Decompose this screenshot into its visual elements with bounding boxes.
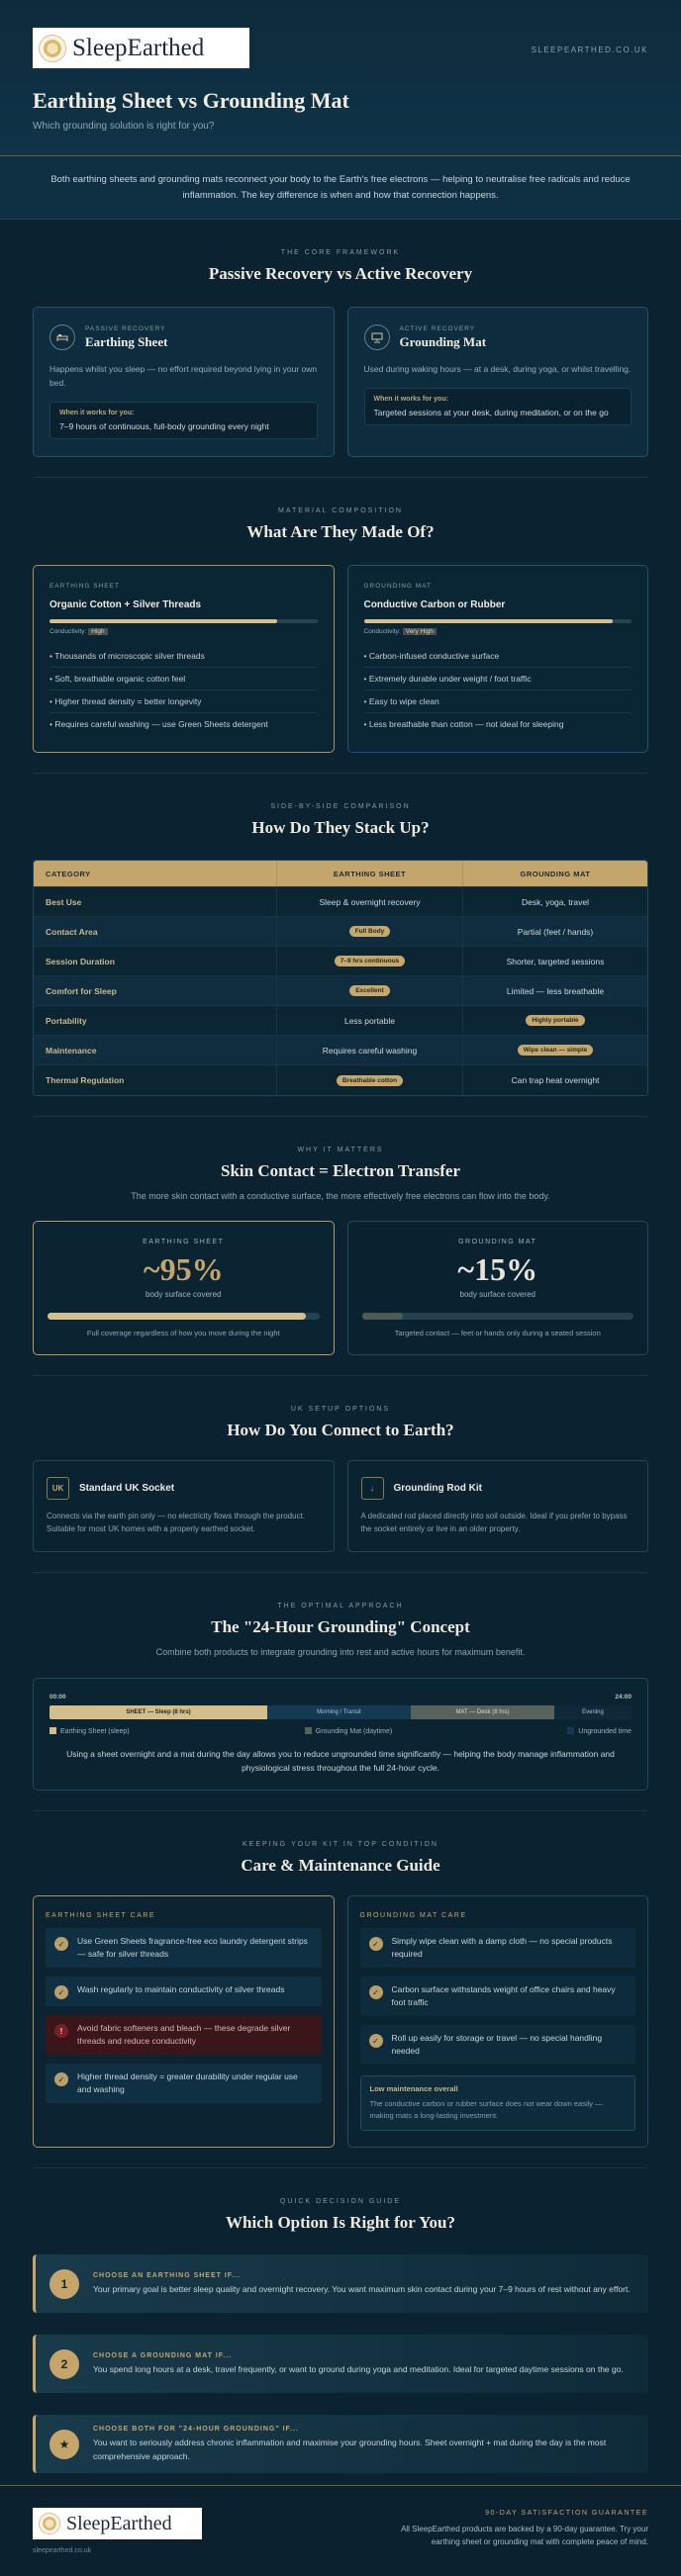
grounding-rod-desc: A dedicated rod placed directly into soil outside. Ideal if you prefer to bypass the socket entirely or live in an older property. [360, 1512, 628, 1533]
table-row [34, 1036, 647, 1065]
sheet-coverage-unit: body surface covered [146, 1290, 222, 1299]
guarantee-text: All SleepEarthed products are backed by a 90-day guarantee. Try your earthing sheet or grounding mat with complete peace of mind. [401, 2525, 648, 2546]
mat-conductivity-value: Very High [403, 628, 437, 635]
brand-name: SleepEarthed [72, 34, 205, 61]
sheet-conductivity-fill [49, 619, 277, 623]
table-cell-text: Sleep & overnight recovery [319, 896, 421, 907]
skin-contact-section [0, 1117, 681, 1376]
care-section [0, 1811, 681, 2168]
care-item [46, 2015, 322, 2055]
header [0, 0, 681, 156]
mat-care-label: GROUNDING MAT CARE [359, 1912, 467, 1919]
active-when-value: Targeted sessions at your desk, during meditation, or on the go [373, 408, 609, 417]
table-row [34, 917, 647, 947]
mat-conductivity-fill [364, 619, 614, 623]
sheet-coverage-label: EARTHING SHEET [143, 1239, 225, 1245]
materials-eyebrow: MATERIAL COMPOSITION [278, 507, 403, 514]
mat-coverage-value: ~15% [457, 1251, 538, 1287]
page-title: Earthing Sheet vs Grounding Mat [33, 88, 349, 113]
table-cell-mat [462, 1065, 647, 1095]
sheet-coverage-value: ~95% [143, 1251, 224, 1287]
care-title: Care & Maintenance Guide [241, 1856, 440, 1875]
table-cell-category: Session Duration [46, 956, 115, 966]
comparison-eyebrow: SIDE-BY-SIDE COMPARISON [270, 803, 411, 810]
table-cell-sheet [276, 1065, 462, 1095]
passive-label: PASSIVE RECOVERY [85, 324, 166, 332]
sheet-coverage-note: Full coverage regardless of how you move during the night [86, 1329, 280, 1337]
mat-care-note-label: Low maintenance overall [369, 2084, 458, 2093]
decision-text: You want to seriously address chronic inflammation and maximise your grounding hours. Sheet overnight + mat during the day is the most comprehensive approach. [93, 2437, 607, 2461]
approach-section [0, 1573, 681, 1811]
check-icon: ✓ [54, 2072, 68, 2086]
legend-label: Ungrounded time [578, 1728, 632, 1735]
active-desc: Used during waking hours — at a desk, during yoga, or whilst travelling. [363, 364, 632, 374]
comparison-section [0, 774, 681, 1117]
intro-text: Both earthing sheets and grounding mats reconnect your body to the Earth's free electrons — helping to neutralise free radicals and reduce inflammation. The key difference is when and how that connection happens. [0, 156, 681, 220]
uk-socket-title: Standard UK Socket [79, 1483, 175, 1494]
setup-section [0, 1376, 681, 1573]
timeline-segment-morning: Morning / Transit [267, 1705, 411, 1719]
decision-title: Which Option Is Right for You? [226, 2213, 455, 2232]
timeline-bar [49, 1705, 632, 1719]
decision-eyebrow: QUICK DECISION GUIDE [279, 2198, 402, 2205]
legend-item-sheet [49, 1727, 130, 1735]
timeline-desc: Using a sheet overnight and a mat during the day allows you to reduce ungrounded time significantly — helping the body manage inflammation and physiological stress throughout the full 24-hour cycle. [66, 1749, 615, 1773]
legend-label: Earthing Sheet (sleep) [60, 1728, 130, 1735]
sheet-coverage-fill [48, 1313, 306, 1320]
sheet-conductivity-value: High [88, 628, 107, 635]
table-cell-text: Partial (feet / hands) [517, 926, 594, 937]
care-item [360, 1928, 636, 1968]
mat-coverage-card [347, 1221, 649, 1355]
decision-item [33, 2415, 648, 2473]
passive-desc: Happens whilst you sleep — no effort required beyond lying in your own bed. [49, 364, 318, 388]
guarantee-label: 90-DAY SATISFACTION GUARANTEE [485, 2510, 648, 2517]
passive-when-value: 7–9 hours of continuous, full-body grounding every night [59, 421, 269, 431]
uk-socket-card [33, 1460, 335, 1552]
table-cell-sheet [276, 1006, 462, 1035]
sheet-conductivity-label: Conductivity: [49, 628, 87, 635]
care-item-text: Simply wipe clean with a damp cloth — no special products required [391, 1936, 613, 1959]
active-recovery-card [347, 307, 649, 457]
mat-material-label: GROUNDING MAT [363, 583, 432, 590]
mat-coverage-unit: body surface covered [459, 1290, 535, 1299]
monitor-icon [364, 324, 390, 350]
approach-eyebrow: THE OPTIMAL APPROACH [277, 1603, 404, 1610]
timeline-segment-evening: Evening [554, 1705, 632, 1719]
status-badge: 7–9 hrs continuous [335, 956, 406, 966]
table-cell-mat [462, 1006, 647, 1035]
care-item-text: Carbon surface withstands weight of office chairs and heavy foot traffic [391, 1984, 616, 2007]
framework-eyebrow: THE CORE FRAMEWORK [280, 249, 401, 256]
care-item [46, 1977, 322, 2006]
timeline-end: 24:00 [615, 1694, 632, 1701]
uk-socket-desc: Connects via the earth pin only — no electricity flows through the product. Suitable for most UK homes with a properly earthed socket. [47, 1512, 306, 1533]
legend-item-mat [305, 1727, 392, 1735]
sheet-care-label: EARTHING SHEET CARE [46, 1912, 156, 1919]
passive-recovery-card [33, 307, 335, 457]
footer-url[interactable]: sleepearthed.co.uk [33, 2547, 92, 2554]
sun-logo-icon [39, 2513, 60, 2534]
table-cell-sheet [276, 887, 462, 916]
sheet-coverage-bar [48, 1313, 320, 1320]
active-when-label: When it works for you: [373, 396, 448, 403]
mat-coverage-bar [362, 1313, 634, 1320]
sheet-material-bullet: • Requires careful washing — use Green Sheets detergent [49, 713, 318, 735]
check-icon: ✓ [54, 1937, 68, 1951]
care-item [360, 2025, 636, 2065]
column-header: GROUNDING MAT [462, 861, 647, 886]
decision-text: You spend long hours at a desk, travel frequently, or want to ground during yoga and meditation. Ideal for targeted daytime sessions on the go. [93, 2363, 624, 2374]
page-subtitle: Which grounding solution is right for you? [33, 121, 215, 132]
column-header: CATEGORY [46, 869, 91, 878]
sheet-coverage-card [33, 1221, 335, 1355]
guarantee-block [391, 2510, 648, 2548]
table-cell-mat [462, 947, 647, 975]
mat-material-bullet: • Easy to wipe clean [364, 690, 632, 713]
column-header: EARTHING SHEET [276, 861, 462, 886]
mat-material-bullet: • Carbon-infused conductive surface [364, 645, 632, 668]
status-badge: Full Body [349, 926, 391, 937]
decision-item [33, 2335, 648, 2393]
comparison-table [33, 860, 648, 1096]
status-badge: Breathable cotton [337, 1075, 403, 1086]
check-icon: ✓ [369, 2034, 383, 2048]
table-cell-category: Comfort for Sleep [46, 985, 117, 996]
timeline-start: 00:00 [49, 1694, 66, 1701]
check-icon: ✓ [54, 1985, 68, 1999]
active-label: ACTIVE RECOVERY [399, 324, 476, 332]
table-cell-sheet [276, 947, 462, 975]
table-cell-sheet [276, 976, 462, 1005]
table-row [34, 1006, 647, 1036]
timeline-legend [49, 1727, 632, 1735]
number-badge: 2 [49, 2349, 79, 2379]
mat-care-note [360, 2075, 636, 2131]
sheet-material-bullet: • Higher thread density = better longevity [49, 690, 318, 713]
sheet-material-card [33, 565, 335, 753]
materials-title: What Are They Made Of? [246, 522, 435, 541]
bed-icon [49, 324, 75, 350]
approach-subtitle: Combine both products to integrate grounding into rest and active hours for maximum benefit. [155, 1647, 526, 1657]
mat-material-title: Conductive Carbon or Rubber [363, 599, 506, 610]
table-cell-mat [462, 1036, 647, 1064]
materials-section [0, 478, 681, 774]
setup-title: How Do You Connect to Earth? [227, 1421, 454, 1439]
mat-material-card [347, 565, 649, 753]
status-badge: Highly portable [526, 1015, 584, 1026]
footer-brand-name: SleepEarthed [66, 2512, 172, 2534]
sun-logo-icon [39, 35, 66, 62]
star-icon: ★ [49, 2430, 79, 2459]
framework-section [0, 220, 681, 478]
table-cell-category: Maintenance [46, 1045, 97, 1056]
grounding-rod-title: Grounding Rod Kit [393, 1483, 482, 1494]
passive-title: Earthing Sheet [85, 333, 168, 349]
uk-plug-icon: UK [47, 1477, 69, 1500]
approach-title: The "24-Hour Grounding" Concept [211, 1617, 470, 1636]
care-item [46, 2064, 322, 2103]
table-cell-text: Limited — less breathable [506, 985, 605, 996]
table-cell-mat [462, 976, 647, 1005]
table-cell-text: Desk, yoga, travel [521, 896, 590, 907]
table-row [34, 947, 647, 976]
active-when-box [364, 388, 632, 425]
table-cell-category: Portability [46, 1015, 87, 1026]
check-icon: ✓ [369, 1937, 383, 1951]
framework-title: Passive Recovery vs Active Recovery [208, 264, 473, 283]
table-cell-mat [462, 887, 647, 916]
timeline-segment-sheet: SHEET — Sleep (8 hrs) [49, 1705, 267, 1719]
care-item-text: Roll up easily for storage or travel — no special handling needed [391, 2033, 603, 2056]
table-cell-text: Can trap heat overnight [511, 1075, 600, 1085]
comparison-title: How Do They Stack Up? [251, 818, 430, 837]
sheet-care-card [33, 1895, 335, 2148]
table-cell-text: Shorter, targeted sessions [506, 956, 605, 966]
table-cell-sheet [276, 917, 462, 946]
care-item-text: Wash regularly to maintain conductivity of silver threads [77, 1984, 285, 1994]
mat-coverage-note: Targeted contact — feet or hands only during a seated session [394, 1329, 601, 1337]
warning-icon: ! [54, 2024, 68, 2038]
decision-kicker: CHOOSE A GROUNDING MAT IF... [93, 2351, 233, 2359]
care-item [46, 1928, 322, 1968]
decision-section [0, 2168, 681, 2473]
mat-coverage-fill [362, 1313, 403, 1320]
grounding-rod-icon: ↓ [361, 1477, 384, 1500]
decision-text: Your primary goal is better sleep quality and overnight recovery. You want maximum skin contact during your 7–9 hours of rest without any effort. [93, 2283, 631, 2294]
mat-conductivity-label: Conductivity: [363, 628, 401, 635]
mat-care-card [347, 1895, 649, 2148]
table-row [34, 887, 647, 917]
sheet-material-title: Organic Cotton + Silver Threads [49, 599, 202, 610]
decision-kicker: CHOOSE BOTH FOR "24-HOUR GROUNDING" IF... [93, 2425, 299, 2433]
care-eyebrow: KEEPING YOUR KIT IN TOP CONDITION [243, 1841, 438, 1848]
footer-logo[interactable] [33, 2508, 202, 2539]
header-url[interactable]: SLEEPEARTHED.CO.UK [531, 46, 648, 54]
mat-care-note-text: The conductive carbon or rubber surface does not wear down easily — making mats a long-lasting investment. [369, 2099, 603, 2120]
table-cell-category: Best Use [46, 896, 82, 907]
brand-logo[interactable] [33, 28, 249, 68]
mat-material-bullet: • Extremely durable under weight / foot traffic [364, 668, 632, 690]
mat-coverage-label: GROUNDING MAT [458, 1239, 537, 1245]
table-row [34, 1065, 647, 1095]
status-badge: Wipe clean — simple [518, 1045, 594, 1056]
decision-kicker: CHOOSE AN EARTHING SHEET IF... [93, 2271, 242, 2279]
table-row [34, 976, 647, 1006]
passive-when-label: When it works for you: [59, 410, 135, 416]
check-icon: ✓ [369, 1985, 383, 1999]
active-title: Grounding Mat [399, 333, 487, 349]
table-cell-category: Thermal Regulation [46, 1075, 125, 1085]
sheet-material-label: EARTHING SHEET [49, 583, 120, 590]
mat-conductivity-meter [364, 619, 632, 623]
grounding-rod-card [347, 1460, 649, 1552]
care-item-text: Avoid fabric softeners and bleach — these degrade silver threads and reduce conductivity [77, 2023, 291, 2046]
legend-label: Grounding Mat (daytime) [315, 1728, 393, 1735]
table-cell-mat [462, 917, 647, 946]
table-header-row [34, 861, 647, 887]
decision-item [33, 2254, 648, 2313]
care-item-text: Use Green Sheets fragrance-free eco laundry detergent strips — safe for silver threads [77, 1936, 308, 1959]
sheet-material-bullet: • Soft, breathable organic cotton feel [49, 668, 318, 690]
table-cell-text: Less portable [343, 1015, 396, 1026]
skin-eyebrow: WHY IT MATTERS [297, 1147, 384, 1153]
sheet-material-bullet: • Thousands of microscopic silver threads [49, 645, 318, 668]
timeline-segment-mat: MAT — Desk (8 hrs) [411, 1705, 554, 1719]
passive-when-box [49, 402, 318, 439]
number-badge: 1 [49, 2269, 79, 2299]
mat-material-bullet: • Less breathable than cotton — not ideal for sleeping [364, 713, 632, 735]
legend-item-none [567, 1727, 632, 1735]
care-item [360, 1977, 636, 2016]
status-badge: Excellent [349, 985, 390, 996]
sheet-conductivity-meter [49, 619, 318, 623]
skin-subtitle: The more skin contact with a conductive surface, the more effectively free electrons can flow into the body. [131, 1191, 550, 1201]
table-cell-category: Contact Area [46, 926, 98, 937]
timeline-card [33, 1678, 648, 1791]
table-cell-text: Requires careful washing [322, 1045, 418, 1056]
skin-title: Skin Contact = Electron Transfer [220, 1161, 461, 1180]
care-item-text: Higher thread density = greater durability under regular use and washing [77, 2071, 298, 2094]
setup-eyebrow: UK SETUP OPTIONS [290, 1406, 391, 1413]
footer [0, 2485, 681, 2576]
table-cell-sheet [276, 1036, 462, 1064]
